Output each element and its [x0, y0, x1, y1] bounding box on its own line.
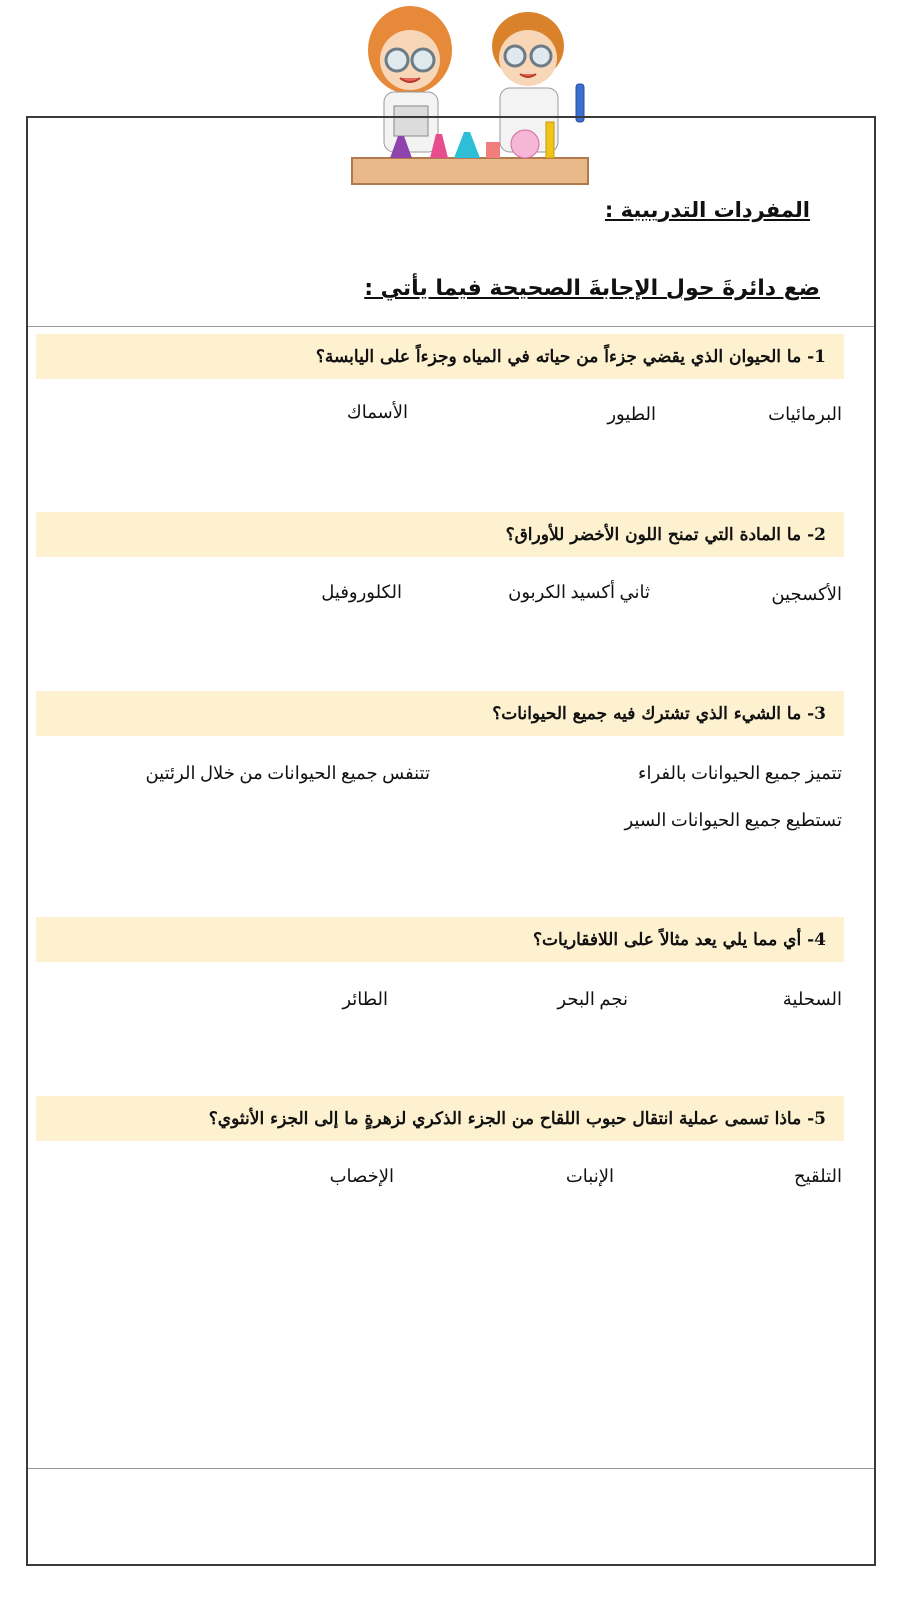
q3-option-3[interactable]: تستطيع جميع الحيوانات السير	[624, 810, 842, 830]
q5-option-3[interactable]: الإخصاب	[329, 1166, 394, 1186]
question-2-bar	[36, 512, 844, 557]
question-1-bar	[36, 334, 844, 379]
divider-top	[28, 326, 874, 327]
q3-option-1[interactable]: تتميز جميع الحيوانات بالفراء	[637, 763, 842, 783]
q1-option-3[interactable]: الأسماك	[346, 402, 408, 422]
q4-option-1[interactable]: السحلية	[782, 989, 842, 1009]
q4-option-2[interactable]: نجم البحر	[557, 989, 628, 1009]
q4-option-3[interactable]: الطائر	[342, 989, 388, 1009]
question-3-bar	[36, 691, 844, 736]
section-title: المفردات التدريبية :	[604, 198, 810, 222]
question-1-text: 1- ما الحيوان الذي يقضي جزءاً من حياته في المياه وجزءاً على اليابسة؟	[315, 346, 826, 367]
q5-option-1[interactable]: التلقيح	[793, 1166, 842, 1186]
question-4-bar	[36, 917, 844, 962]
question-4-text: 4- أي مما يلي يعد مثالاً على اللافقاريات؟	[532, 929, 826, 950]
question-3-text: 3- ما الشيء الذي تشترك فيه جميع الحيوانات؟	[492, 703, 826, 724]
question-2-text: 2- ما المادة التي تمنح اللون الأخضر للأوراق؟	[505, 524, 826, 545]
question-5-text: 5- ماذا تسمى عملية انتقال حبوب اللقاح من الجزء الذكري لزهرةٍ ما إلى الجزء الأنثوي؟	[208, 1108, 826, 1129]
q5-option-2[interactable]: الإنبات	[565, 1166, 614, 1186]
q2-option-3[interactable]: الكلوروفيل	[321, 582, 402, 602]
question-5-bar	[36, 1096, 844, 1141]
q1-option-1[interactable]: البرمائيات	[768, 404, 842, 424]
q2-option-1[interactable]: الأكسجين	[771, 584, 842, 604]
divider-bottom	[28, 1468, 874, 1469]
q1-option-2[interactable]: الطيور	[607, 404, 656, 424]
q3-option-2[interactable]: تتنفس جميع الحيوانات من خلال الرئتين	[145, 763, 430, 783]
q2-option-2[interactable]: ثاني أكسيد الكربون	[508, 582, 650, 602]
instruction-heading: ضع دائرةَ حول الإجابةَ الصحيحة فيما يأتي :	[364, 276, 820, 301]
